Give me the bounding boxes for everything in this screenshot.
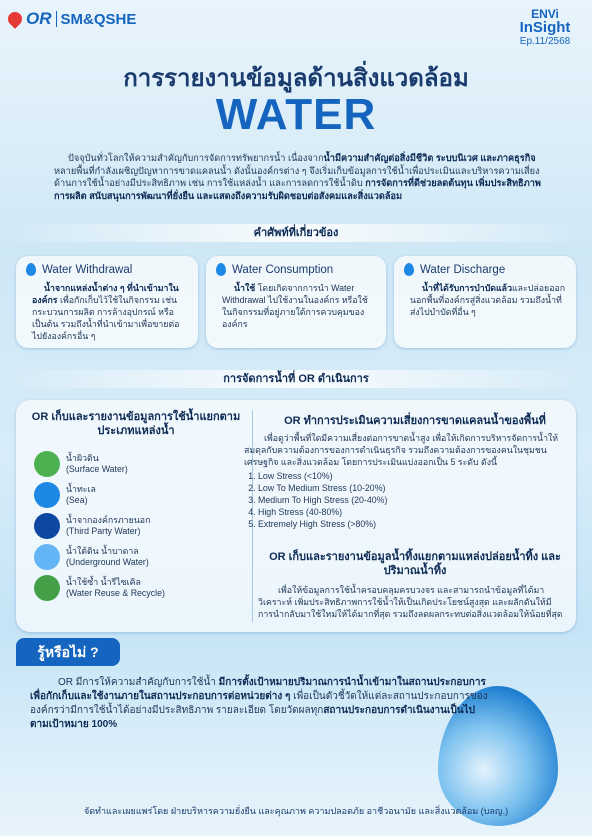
source-th: น้ำใต้ดิน น้ำบาดาล [66, 545, 139, 556]
term-title: Water Discharge [420, 263, 506, 276]
or-logo [8, 8, 136, 30]
terms-heading: คำศัพท์ที่เกี่ยวข้อง [0, 224, 592, 242]
risk-text: เพื่อดูว่าพื้นที่ใดมีความเสี่ยงต่อการขาดน้ำสูง เพื่อให้เกิดการบริหารจัดการน้ำให้สมดุลกับความต้องการของการดำเนินธุรกิจ รวมถึงความต้องการของคนในชุมชน เศรษฐกิจ และสิ่งแวดล้อม โดยการประเมินแบ่งออกเป็น 5 ระดับ ดังนี้ [244, 433, 559, 467]
dyk-bold-1: มีการตั้งเป้าหมายปริมาณการนำน้ำเข้ามาในสถานประกอบการเพื่อกักเก็บและใช้งานภายในสถานประกอบการต่อหน่วยต่าง ๆ [30, 677, 486, 702]
risk-level: 4. High Stress (40-80%) [258, 506, 566, 518]
term-card-consumption [206, 256, 386, 348]
source-en: (Third Party Water) [66, 525, 141, 536]
footer-credit: จัดทำและเผยแพร่โดย ฝ่ายบริหารความยั่งยืน และคุณภาพ ความปลอดภัย อาชีวอนามัย และสิ่งแวดล้อม (บลญ.) [83, 806, 509, 816]
term-body [394, 276, 576, 318]
risk-block [244, 432, 566, 530]
discharge-title: OR เก็บและรายงานข้อมูลน้ำทิ้งแยกตามแหล่งปล่อยน้ำทิ้ง และปริมาณน้ำทิ้ง [269, 551, 561, 577]
recycle-icon [34, 575, 60, 601]
risk-level: 2. Low To Medium Stress (10-20%) [258, 482, 566, 494]
water-drop-icon [216, 263, 226, 276]
source-en: (Underground Water) [66, 556, 149, 567]
source-th: น้ำใช้ซ้ำ น้ำรีไซเคิล [66, 576, 141, 587]
episode-label: Ep.11/2568 [519, 36, 571, 47]
list-item [34, 510, 248, 541]
sea-wave-icon [34, 482, 60, 508]
dyk-bold-2: สถานประกอบการดำเนินงานเป็นไปตามเป้าหมาย 100% [30, 705, 475, 730]
term-text: โดยเกิดจากการนำ Water Withdrawal ไปใช้งานในองค์กร หรือใช้ในกิจกรรมที่อยู่ภายใต้การควบคุมขององค์กร [222, 283, 368, 329]
discharge-text: เพื่อให้ข้อมูลการใช้น้ำครอบคลุมครบวงจร และสามารถนำข้อมูลที่ได้มาวิเคราะห์ เพิ่มประสิทธิภาพการใช้น้ำให้เป็นเกิดประโยชน์สูงสุด และผลักดันให้มีการนำกลับมาใช้ใหม่ให้ได้มากที่สุด รวมถึงลดผลกระทบต่อสิ่งแวดล้อมให้น้อยที่สุด [258, 585, 563, 619]
groundwater-icon [34, 544, 60, 570]
page-title-thai: การรายงานข้อมูลด้านสิ่งแวดล้อม [123, 65, 469, 92]
dyk-text-1: OR มีการให้ความสำคัญกับการใช้น้ำ [58, 677, 219, 688]
risk-title: OR ทำการประเมินความเสี่ยงการขาดแคลนน้ำของพื้นที่ [284, 415, 546, 427]
did-you-know-text [30, 676, 490, 732]
term-text: เพื่อกักเก็บไว้ใช้ในกิจกรรม เช่น กระบวนการผลิต การล้างอุปกรณ์ หรือเป็นต้น รวมถึงน้ำที่นำเข้ามาเพื่อขายต่อไปยังองค์กรอื่น ๆ [32, 295, 180, 341]
term-bold: น้ำใช้ [234, 283, 256, 293]
list-item [34, 448, 248, 479]
water-drop-icon [404, 263, 414, 276]
management-heading: การจัดการน้ำที่ OR ดำเนินการ [0, 370, 592, 388]
term-bold: น้ำที่ได้รับการบำบัดแล้ว [422, 283, 513, 293]
surface-water-icon [34, 451, 60, 477]
intro-paragraph [54, 152, 546, 202]
risk-level: 5. Extremely High Stress (>80%) [258, 518, 566, 530]
term-body [206, 276, 386, 330]
term-bold: น้ำจากแหล่งน้ำต่าง ๆ ที่นำเข้ามาในองค์กร [32, 283, 179, 305]
source-en: (Surface Water) [66, 463, 128, 474]
term-body [16, 276, 198, 342]
term-card-withdrawal [16, 256, 198, 348]
page-title-english: WATER [215, 90, 377, 139]
intro-bold-1: น้ำมีความสำคัญต่อสิ่งมีชีวิต ระบบนิเวศ และภาคธุรกิจ [323, 153, 536, 163]
source-th: น้ำทะเล [66, 483, 96, 494]
risk-levels [244, 470, 566, 530]
term-title: Water Consumption [232, 263, 334, 276]
series-mid: InSight [519, 19, 571, 36]
brand-smqshe: SM&QSHE [60, 10, 137, 28]
logo-divider [56, 11, 57, 27]
water-drop-icon [26, 263, 36, 276]
did-you-know-label: รู้หรือไม่ ? [16, 638, 120, 666]
intro-bold-2: การจัดการที่ดีช่วยลดต้นทุน เพิ่มประสิทธิภาพการผลิต สนับสนุนการพัฒนาที่ยั่งยืน และแสดงถึงความรับผิดชอบต่อสังคมและสิ่งแวดล้อม [54, 178, 541, 201]
series-top: ENVi [531, 7, 559, 21]
term-text: และปล่อยออกนอกพื้นที่องค์กรสู่สิ่งแวดล้อม รวมถึงน้ำที่ส่งไปบำบัดที่อื่น ๆ [410, 283, 566, 317]
sources-title: OR เก็บและรายงานข้อมูลการใช้น้ำแยกตามประเภทแหล่งน้ำ [31, 411, 241, 437]
risk-level: 1. Low Stress (<10%) [258, 470, 566, 482]
or-drop-icon [5, 9, 25, 29]
source-th: น้ำจากองค์กรภายนอก [66, 514, 151, 525]
source-en: (Sea) [66, 494, 88, 505]
list-item [34, 541, 248, 572]
list-item [34, 572, 248, 603]
term-card-discharge [394, 256, 576, 348]
brand-or: OR [26, 9, 52, 28]
faucet-icon [34, 513, 60, 539]
intro-text-2: หลายพื้นที่กำลังเผชิญปัญหาการขาดแคลนน้ำ ดังนั้นองค์กรต่าง ๆ จึงเริ่มเก็บข้อมูลการใช้น้ำเพื่อประเมินและบริหารความเสี่ยงด้านการใช้น้ำอย่างมีประสิทธิภาพ เช่น การใช้แหล่งน้ำ และการลดการใช้น้ำดิบ [54, 165, 540, 188]
intro-text-1: ปัจจุบันทั่วโลกให้ความสำคัญกับการจัดการทรัพยากรน้ำ เนื่องจาก [68, 153, 324, 163]
risk-level: 3. Medium To High Stress (20-40%) [258, 494, 566, 506]
list-item [34, 479, 248, 510]
source-en: (Water Reuse & Recycle) [66, 587, 165, 598]
source-th: น้ำผิวดิน [66, 452, 99, 463]
dyk-text-2: เพื่อเป็นตัวชี้วัดให้แต่ละสถานประกอบการขององค์กรว่ามีการใช้น้ำได้อย่างมีประสิทธิภาพ รายละเอียด โดยวัดผลทุก [30, 691, 488, 716]
envi-insight-badge [514, 8, 576, 47]
source-list [34, 448, 248, 603]
term-title: Water Withdrawal [42, 263, 133, 276]
